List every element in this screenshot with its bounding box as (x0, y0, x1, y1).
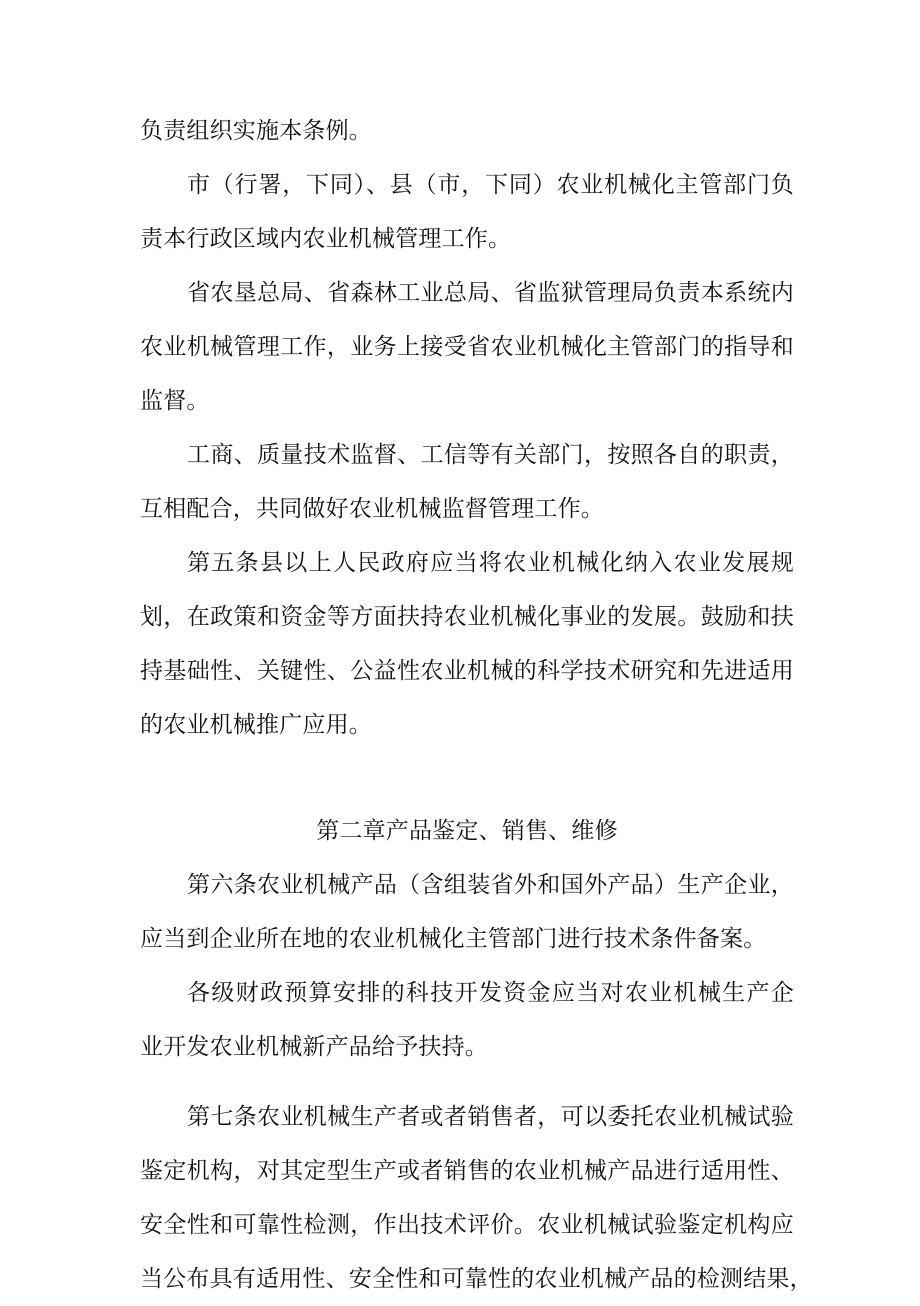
paragraph-gap (140, 1074, 794, 1090)
text-line: 农业机械管理工作，业务上接受省农业机械化主管部门的指导和 (140, 334, 794, 360)
text-line: 负责组织实施本条例。 (140, 118, 372, 144)
text-line: 应当到企业所在地的农业机械化主管部门进行技术条件备案。 (140, 926, 767, 952)
text-line: 市（行署，下同）、县（市，下同）农业机械化主管部门负 (187, 172, 794, 198)
text-line: 安全性和可靠性检测，作出技术评价。农业机械试验鉴定机构应 (140, 1212, 794, 1238)
document-body (140, 104, 813, 1306)
text-line: 当公布具有适用性、安全性和可靠性的农业机械产品的检测结果， (140, 1266, 813, 1292)
text-line: 省农垦总局、省森林工业总局、省监狱管理局负责本系统内 (187, 280, 794, 306)
text-line: 责本行政区域内农业机械管理工作。 (140, 226, 512, 252)
text-line: 工商、质量技术监督、工信等有关部门，按照各自的职责， (187, 442, 794, 468)
chapter-heading: 第二章产品鉴定、销售、维修 (316, 818, 618, 844)
text-line: 各级财政预算安排的科技开发资金应当对农业机械生产企 (187, 980, 794, 1006)
text-line: 第五条县以上人民政府应当将农业机械化纳入农业发展规 (187, 550, 794, 576)
text-line: 第七条农业机械生产者或者销售者，可以委托农业机械试验 (187, 1104, 794, 1130)
text-line: 的农业机械推广应用。 (140, 712, 372, 738)
text-line: 监督。 (140, 388, 210, 414)
text-line: 第六条农业机械产品（含组装省外和国外产品）生产企业， (187, 872, 794, 898)
text-line: 业开发农业机械新产品给予扶持。 (140, 1034, 488, 1060)
text-line: 互相配合，共同做好农业机械监督管理工作。 (140, 496, 604, 522)
section-gap (140, 752, 794, 804)
text-line: 鉴定机构，对其定型生产或者销售的农业机械产品进行适用性、 (140, 1158, 794, 1184)
text-line: 划，在政策和资金等方面扶持农业机械化事业的发展。鼓励和扶 (140, 604, 794, 630)
text-line: 持基础性、关键性、公益性农业机械的科学技术研究和先进适用 (140, 658, 794, 684)
